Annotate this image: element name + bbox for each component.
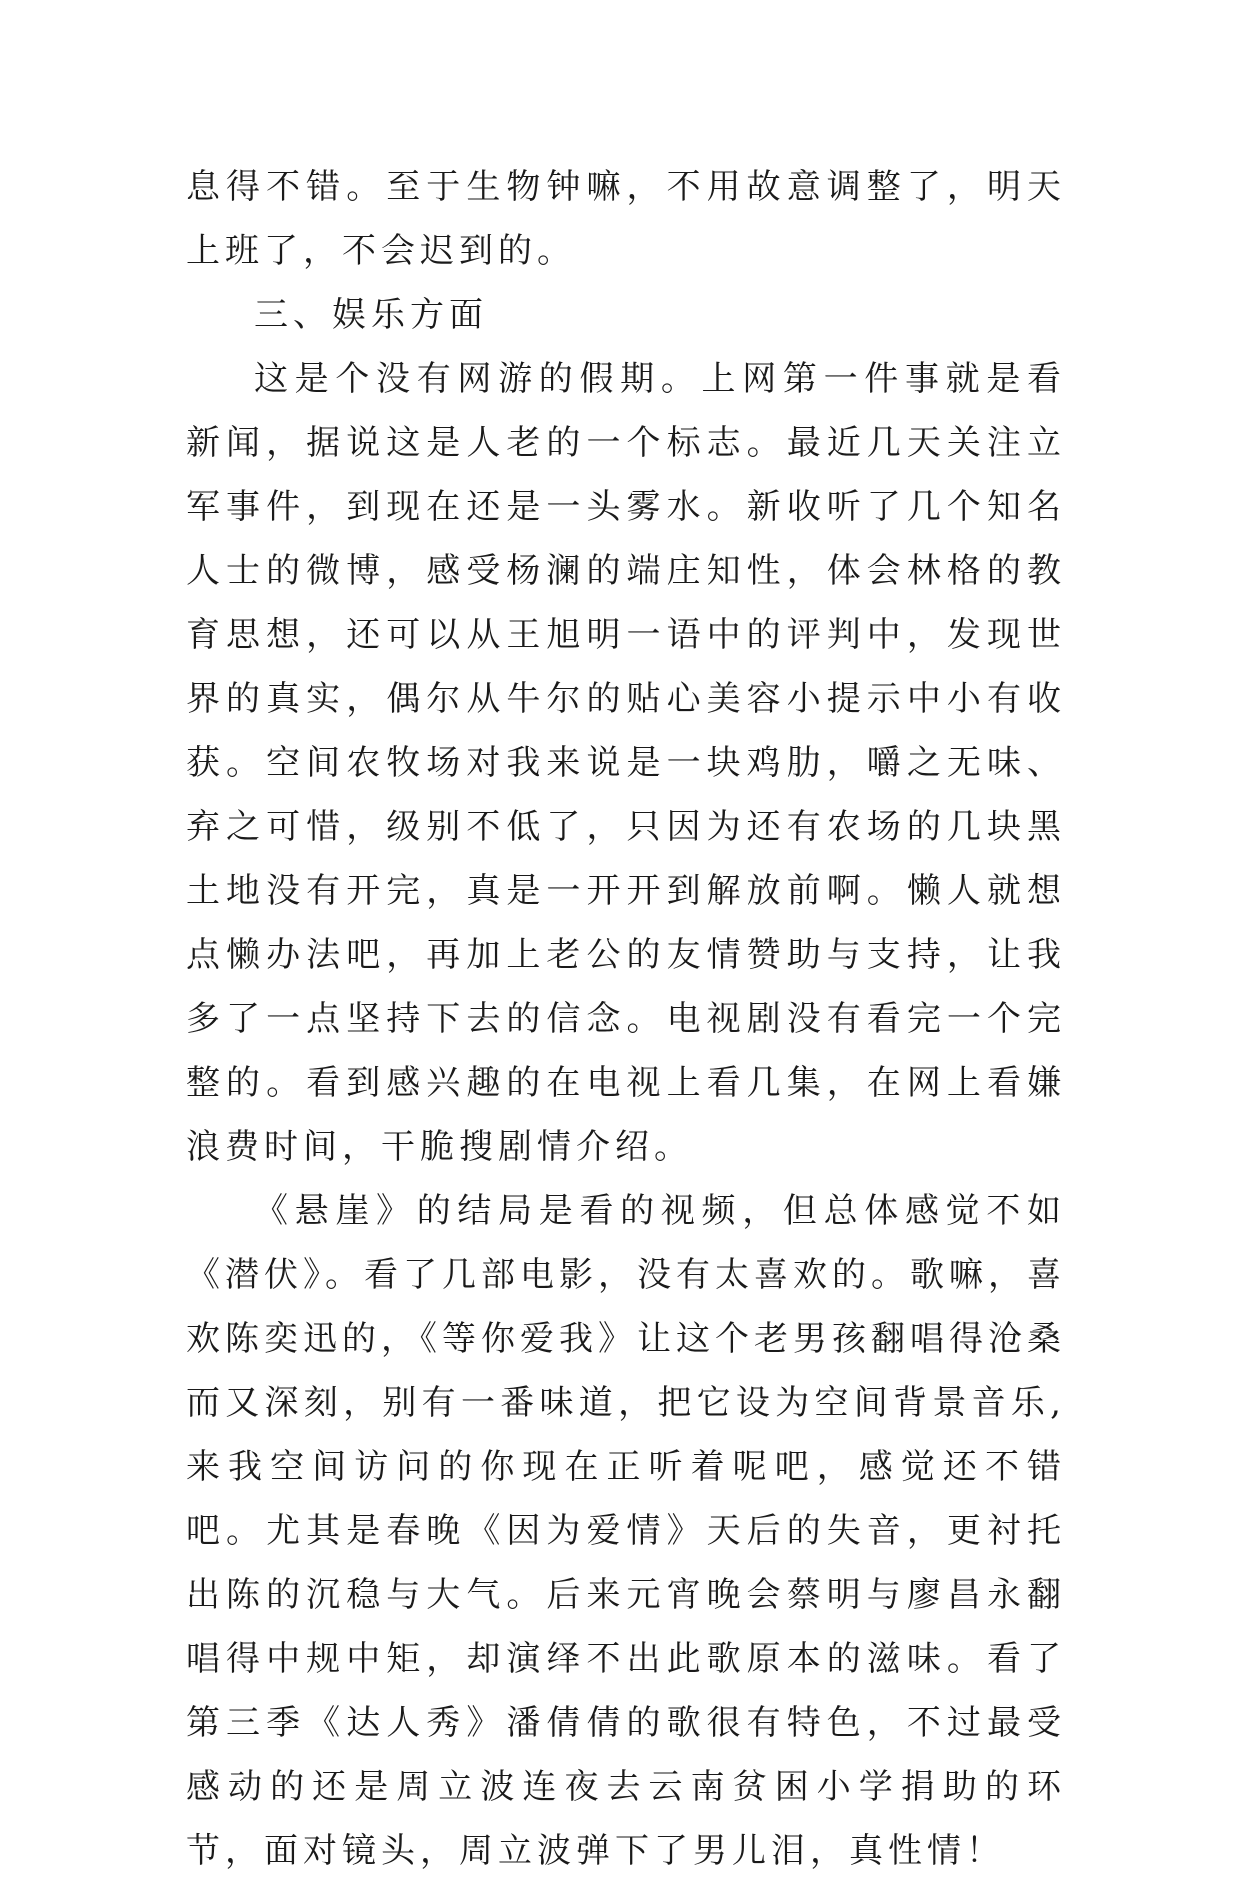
section-heading: 三、娱乐方面 [254, 295, 488, 335]
paragraph-entertainment-online: 这是个没有网游的假期。上网第一件事就是看新闻，据说这是人老的一个标志。最近几天关注立军事件，到现在还是一头雾水。新收听了几个知名人士的微博，感受杨澜的端庄知性，体会林格的教育思想，还可以从王旭明一语中的评判中，发现世界的真实，偶尔从牛尔的贴心美容小提示中小有收获。空间农牧场对我来说是一块鸡肋，嚼之无味、弃之可惜，级别不低了，只因为还有农场的几块黑土地没有开完，真是一开开到解放前啊。懒人就想点懒办法吧，再加上老公的友情赞助与支持，让我多了一点坚持下去的信念。电视剧没有看完一个完整的。看到感兴趣的在电视上看几集，在网上看嫌浪费时间，干脆搜剧情介绍。 [186, 359, 1066, 1167]
paragraph-entertainment-media: 《悬崖》的结局是看的视频，但总体感觉不如《潜伏》。看了几部电影，没有太喜欢的。歌嘛，喜欢陈奕迅的，《等你爱我》让这个老男孩翻唱得沧桑而又深刻，别有一番味道，把它设为空间背景音乐,来我空间访问的你现在正听着呢吧，感觉还不错吧。尤其是春晚《因为爱情》天后的失音，更衬托出陈的沉稳与大气。后来元宵晚会蔡明与廖昌永翻唱得中规中矩，却演绎不出此歌原本的滋味。看了第三季《达人秀》潘倩倩的歌很有特色，不过最受感动的还是周立波连夜去云南贫困小学捐助的环节，面对镜头，周立波弹下了男儿泪，真性情！ [186, 1191, 1066, 1871]
paragraph-continuation: 息得不错。至于生物钟嘛，不用故意调整了，明天上班了，不会迟到的。 [186, 167, 1066, 271]
document-body [186, 155, 1066, 1883]
